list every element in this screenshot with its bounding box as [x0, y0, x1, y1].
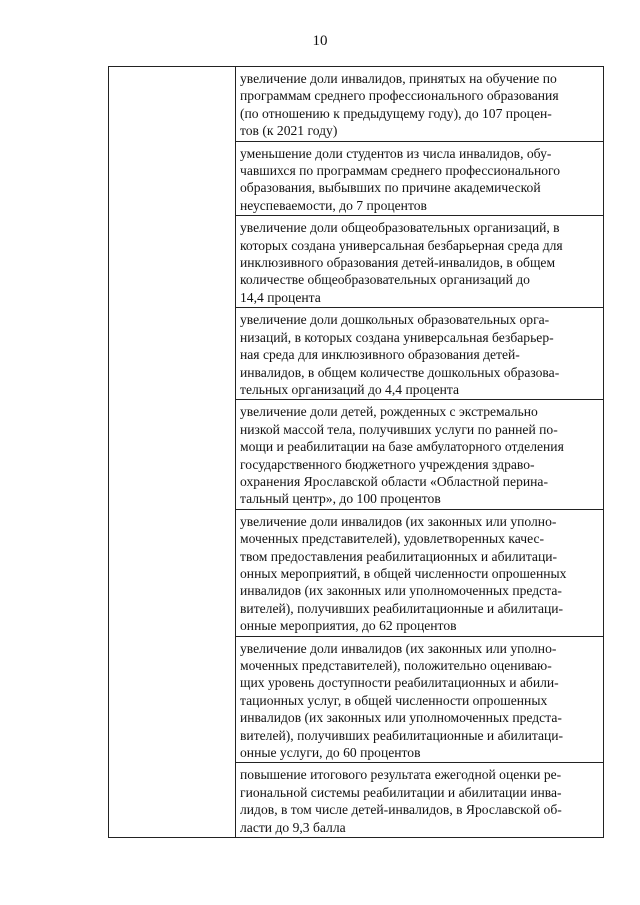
indicator-text: увеличение доли инвалидов, принятых на обучение по программам среднего профессионального образования (по отношению к предыдущему году), до 107 процен- тов (к 2021 году)	[240, 71, 559, 139]
left-cell-merged	[109, 67, 236, 838]
indicator-text: повышение итогового результата ежегодной оценки ре- гиональной системы реабилитации и абилитации инва- лидов, в том числе детей-инвалидов, в Ярославской об- ласти до 9,3 балла	[240, 767, 562, 835]
indicator-text: увеличение доли детей, рожденных с экстремально низкой массой тела, получивших услуги по ранней по- мощи и реабилитации на базе амбулаторного отделения государственного бюджетного учреждения здраво- охранения Ярославской области «Областной перина- тальный центр», до 100 процентов	[240, 404, 564, 507]
indicator-text: увеличение доли инвалидов (их законных или уполно- моченных представителей), положительно оцениваю- щих уровень доступности реабилитационных и абили- тационных услуг, в общей численности опрошенных инвалидов (их законных или уполномоченных предста- вителей), получивших реабилитационные и абилитаци- онные услуги, до 60 процентов	[240, 640, 564, 761]
table-cell	[236, 400, 604, 509]
indicator-text: уменьшение доли студентов из числа инвалидов, обу- чавшихся по программам среднего профессионального образования, выбывших по причине академической неуспеваемости, до 7 процентов	[240, 145, 561, 213]
table-row	[109, 67, 604, 142]
page-number: 10	[312, 33, 328, 49]
indicator-text: увеличение доли инвалидов (их законных или уполно- моченных представителей), удовлетворенных качес- твом предоставления реабилитационных и абилитаци- онных мероприятий, в общей численности опрошенных инвалидов (их законных или уполномоченных предста- вителей), получивших реабилитационные и абилитаци- онные мероприятия, до 62 процентов	[240, 513, 567, 634]
table-cell	[236, 216, 604, 308]
table-cell	[236, 763, 604, 838]
indicators-table	[108, 66, 604, 838]
indicator-text: увеличение доли общеобразовательных организаций, в которых создана универсальная безбарьерная среда для инклюзивного образования детей-инвалидов, в общем количестве общеобразовательных организаций до 14,4 процента	[240, 220, 563, 305]
table-cell	[236, 67, 604, 142]
table-cell	[236, 509, 604, 636]
table-cell	[236, 141, 604, 216]
indicator-text: увеличение доли дошкольных образовательных орга- низаций, в которых создана универсальная безбарьер- ная среда для инклюзивного образования детей- инвалидов, в общем количестве дошкольных образова- тельных организаций до 4,4 процента	[240, 312, 560, 397]
table-cell	[236, 636, 604, 763]
table-cell	[236, 308, 604, 400]
